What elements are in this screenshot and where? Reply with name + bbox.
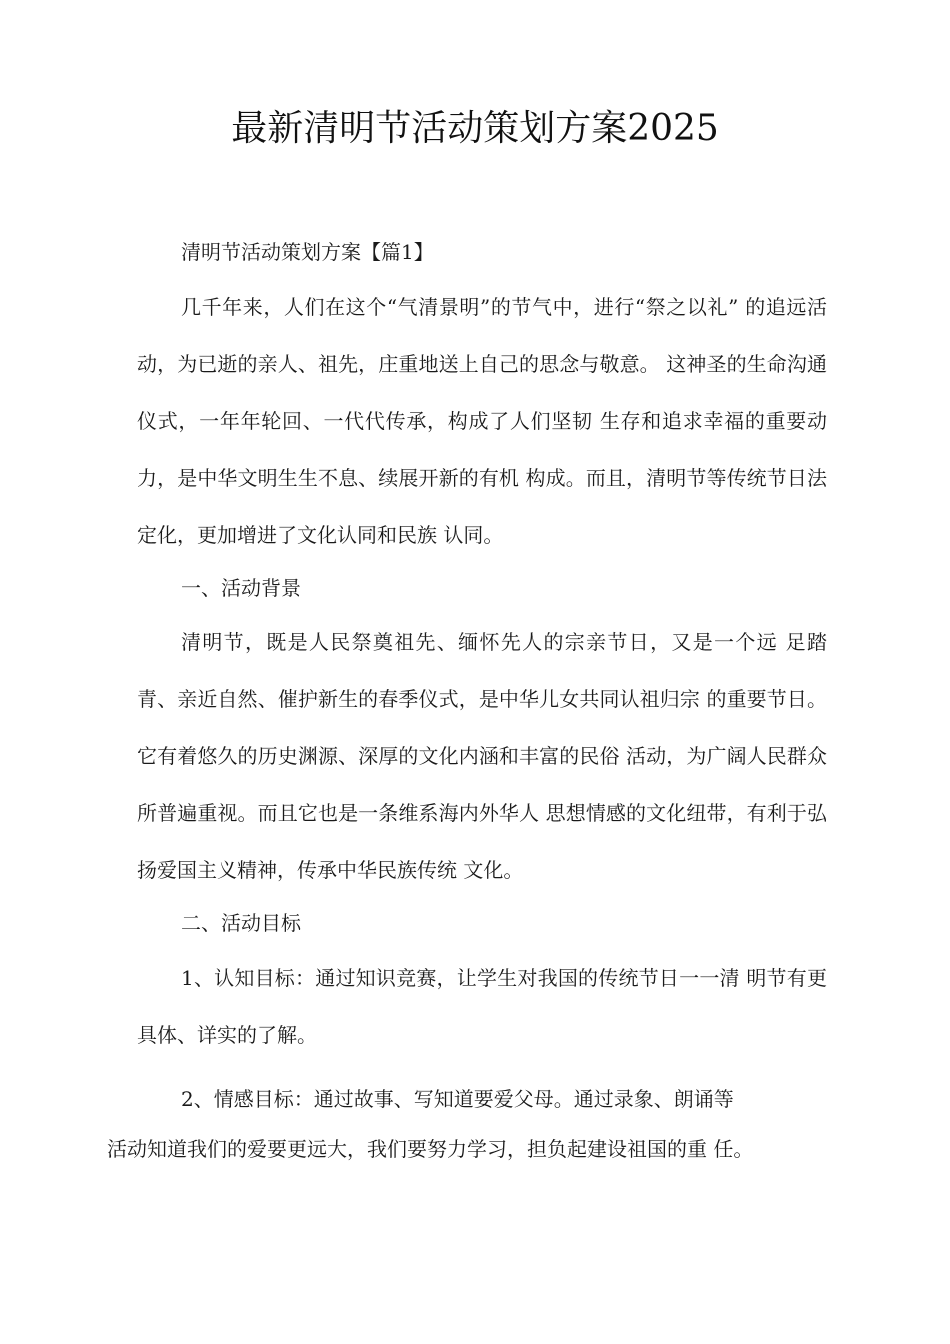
section-title: 清明节活动策划方案【篇1】 xyxy=(181,240,434,264)
heading-goals: 二、活动目标 xyxy=(181,911,301,935)
document-title: 最新清明节活动策划方案2025 xyxy=(231,108,719,149)
goal-1: 1、认知目标：通过知识竞赛，让学生对我国的传统节日一一清 明节有更具体、详实的了解。 xyxy=(137,966,827,1047)
heading-background: 一、活动背景 xyxy=(181,576,301,600)
paragraph-background: 清明节，既是人民祭奠祖先、缅怀先人的宗亲节日，又是一个远 足踏青、亲近自然、催护新生的春季仪式，是中华儿女共同认祖归宗 的重要节日。它有着悠久的历史渊源、深厚的文化内涵和丰富的民俗 活动，为广阔人民群众所普遍重视。而且它也是一条维系海内外华人 思想情感的文化纽带，有利于弘扬爱国主义精神，传承中华民族传统 文化。 xyxy=(137,630,827,882)
goal-2-line-2: 活动知道我们的爱要更远大，我们要努力学习，担负起建设祖国的重 任。 xyxy=(107,1137,754,1161)
goal-2-line-1: 2、情感目标：通过故事、写知道要爱父母。通过录象、朗诵等 xyxy=(181,1087,734,1111)
paragraph-intro: 几千年来，人们在这个“气清景明”的节气中，进行“祭之以礼” 的追远活动，为已逝的亲人、祖先，庄重地送上自己的思念与敬意。 这神圣的生命沟通仪式，一年年轮回、一代代传承，构成了人们坚韧 生存和追求幸福的重要动力，是中华文明生生不息、续展开新的有机 构成。而且，清明节等传统节日法定化，更加增进了文化认同和民族 认同。 xyxy=(137,295,827,547)
